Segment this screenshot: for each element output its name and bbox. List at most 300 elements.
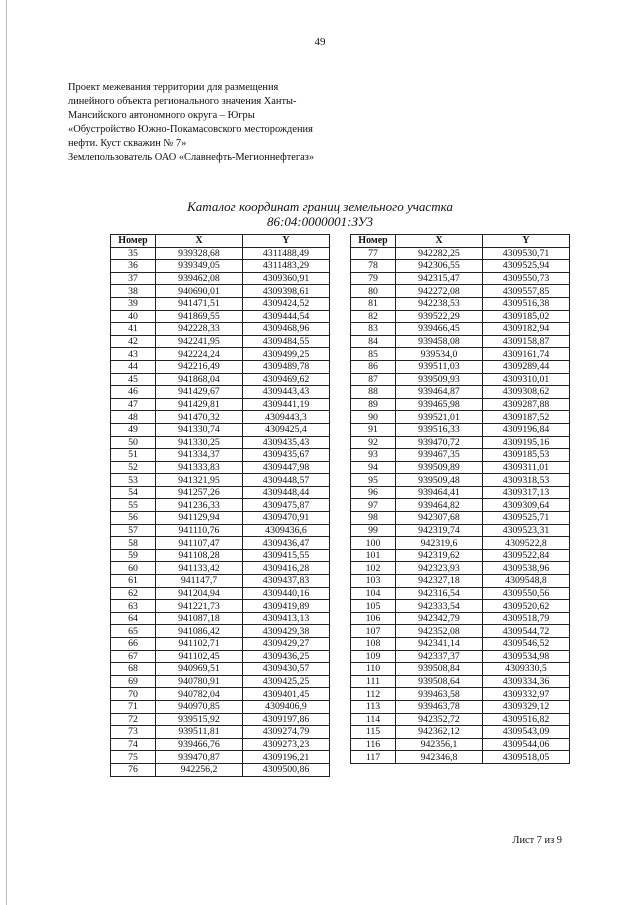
table-row (351, 663, 570, 676)
x-coordinate-cell: 941204,94 (156, 587, 243, 600)
table-row (111, 247, 330, 260)
point-number-cell: 105 (351, 600, 396, 613)
y-coordinate-cell: 4309329,12 (483, 700, 570, 713)
y-coordinate-cell: 4309429,38 (243, 625, 330, 638)
y-coordinate-cell: 4309525,94 (483, 260, 570, 273)
y-coordinate-cell: 4309436,6 (243, 524, 330, 537)
x-coordinate-cell: 941129,94 (156, 512, 243, 525)
point-number-cell: 48 (111, 411, 156, 424)
table-row (111, 348, 330, 361)
y-coordinate-cell: 4309436,25 (243, 650, 330, 663)
point-number-cell: 79 (351, 272, 396, 285)
y-coordinate-cell: 4309413,13 (243, 612, 330, 625)
point-number-cell: 65 (111, 625, 156, 638)
catalog-title-line: Каталог координат границ земельного участка (187, 199, 453, 214)
point-number-cell: 50 (111, 436, 156, 449)
point-number-cell: 102 (351, 562, 396, 575)
point-number-cell: 71 (111, 700, 156, 713)
table-row (111, 335, 330, 348)
x-coordinate-cell: 942341,14 (396, 638, 483, 651)
table-row (111, 600, 330, 613)
y-coordinate-cell: 4309195,16 (483, 436, 570, 449)
x-coordinate-cell: 939521,01 (396, 411, 483, 424)
x-coordinate-cell: 942241,95 (156, 335, 243, 348)
table-row (351, 461, 570, 474)
table-row (111, 323, 330, 336)
y-coordinate-cell: 4309550,56 (483, 587, 570, 600)
page-edge-line (6, 0, 7, 905)
x-coordinate-cell: 941333,83 (156, 461, 243, 474)
y-coordinate-cell: 4309500,86 (243, 763, 330, 776)
table-row (351, 247, 570, 260)
y-coordinate-cell: 4309318,53 (483, 474, 570, 487)
y-coordinate-cell: 4309398,61 (243, 285, 330, 298)
point-number-cell: 55 (111, 499, 156, 512)
table-row (351, 562, 570, 575)
point-number-cell: 37 (111, 272, 156, 285)
table-row (351, 537, 570, 550)
y-coordinate-cell: 4309550,73 (483, 272, 570, 285)
y-coordinate-cell: 4309334,36 (483, 675, 570, 688)
point-number-cell: 90 (351, 411, 396, 424)
table-row (111, 499, 330, 512)
table-row (111, 663, 330, 676)
table-row (111, 449, 330, 462)
x-coordinate-cell: 940970,85 (156, 700, 243, 713)
y-coordinate-cell: 4309518,05 (483, 751, 570, 764)
y-coordinate-cell: 4309522,8 (483, 537, 570, 550)
y-coordinate-cell: 4309470,91 (243, 512, 330, 525)
y-coordinate-cell: 4309196,21 (243, 751, 330, 764)
point-number-cell: 115 (351, 726, 396, 739)
y-coordinate-cell: 4309185,53 (483, 449, 570, 462)
y-coordinate-cell: 4309185,02 (483, 310, 570, 323)
x-coordinate-cell: 939464,87 (396, 386, 483, 399)
y-coordinate-cell: 4309161,74 (483, 348, 570, 361)
x-coordinate-cell: 941133,42 (156, 562, 243, 575)
x-coordinate-cell: 942327,18 (396, 575, 483, 588)
y-coordinate-cell: 4309489,78 (243, 360, 330, 373)
table-row (111, 751, 330, 764)
x-coordinate-cell: 942337,37 (396, 650, 483, 663)
x-coordinate-cell: 941470,32 (156, 411, 243, 424)
y-coordinate-cell: 4309447,98 (243, 461, 330, 474)
y-coordinate-cell: 4309469,62 (243, 373, 330, 386)
y-coordinate-cell: 4309520,62 (483, 600, 570, 613)
x-coordinate-cell: 940780,91 (156, 675, 243, 688)
table-row (111, 373, 330, 386)
point-number-cell: 46 (111, 386, 156, 399)
x-coordinate-cell: 940690,01 (156, 285, 243, 298)
x-coordinate-cell: 941110,76 (156, 524, 243, 537)
y-coordinate-cell: 4309544,72 (483, 625, 570, 638)
point-number-cell: 54 (111, 486, 156, 499)
table-row (351, 386, 570, 399)
sheet-counter: Лист 7 из 9 (512, 835, 562, 846)
x-coordinate-cell: 942256,2 (156, 763, 243, 776)
table-row (111, 486, 330, 499)
point-number-cell: 57 (111, 524, 156, 537)
point-number-cell: 67 (111, 650, 156, 663)
y-coordinate-cell: 4309415,55 (243, 549, 330, 562)
point-number-cell: 52 (111, 461, 156, 474)
point-number-cell: 92 (351, 436, 396, 449)
y-coordinate-cell: 4309516,82 (483, 713, 570, 726)
table-header-row (351, 235, 570, 248)
x-coordinate-cell: 939511,81 (156, 726, 243, 739)
point-number-cell: 68 (111, 663, 156, 676)
x-coordinate-cell: 941869,55 (156, 310, 243, 323)
x-coordinate-cell: 939470,87 (156, 751, 243, 764)
point-number-cell: 38 (111, 285, 156, 298)
x-coordinate-cell: 939522,29 (396, 310, 483, 323)
coordinates-table-left (110, 234, 330, 777)
point-number-cell: 88 (351, 386, 396, 399)
x-coordinate-cell: 941429,67 (156, 386, 243, 399)
x-coordinate-cell: 942319,6 (396, 537, 483, 550)
point-number-cell: 45 (111, 373, 156, 386)
y-coordinate-cell: 4309530,71 (483, 247, 570, 260)
table-row (111, 638, 330, 651)
x-coordinate-cell: 942356,1 (396, 738, 483, 751)
point-number-cell: 87 (351, 373, 396, 386)
x-coordinate-cell: 941087,18 (156, 612, 243, 625)
x-coordinate-cell: 941868,04 (156, 373, 243, 386)
x-coordinate-cell: 942306,55 (396, 260, 483, 273)
table-row (351, 575, 570, 588)
x-coordinate-cell: 942342,79 (396, 612, 483, 625)
x-coordinate-cell: 939508,84 (396, 663, 483, 676)
point-number-cell: 91 (351, 423, 396, 436)
x-coordinate-cell: 939509,89 (396, 461, 483, 474)
y-coordinate-cell: 4309544,06 (483, 738, 570, 751)
x-coordinate-cell: 939458,08 (396, 335, 483, 348)
y-coordinate-cell: 4309419,89 (243, 600, 330, 613)
column-header-x: X (396, 235, 483, 248)
table-row (111, 297, 330, 310)
point-number-cell: 100 (351, 537, 396, 550)
point-number-cell: 76 (111, 763, 156, 776)
table-row (351, 411, 570, 424)
x-coordinate-cell: 939509,48 (396, 474, 483, 487)
table-row (351, 449, 570, 462)
y-coordinate-cell: 4309311,01 (483, 461, 570, 474)
table-row (351, 612, 570, 625)
table-row (351, 524, 570, 537)
point-number-cell: 99 (351, 524, 396, 537)
table-row (111, 763, 330, 776)
point-number-cell: 74 (111, 738, 156, 751)
x-coordinate-cell: 942352,08 (396, 625, 483, 638)
header-line: линейного объекта регионального значения Ханты- (68, 96, 297, 107)
table-row (351, 335, 570, 348)
y-coordinate-cell: 4309441,19 (243, 398, 330, 411)
coordinates-table-right (350, 234, 570, 764)
table-row (111, 285, 330, 298)
point-number-cell: 39 (111, 297, 156, 310)
point-number-cell: 47 (111, 398, 156, 411)
header-line: нефти. Куст скважин № 7» (68, 138, 187, 149)
x-coordinate-cell: 941086,42 (156, 625, 243, 638)
point-number-cell: 83 (351, 323, 396, 336)
table-row (111, 537, 330, 550)
x-coordinate-cell: 939463,78 (396, 700, 483, 713)
table-row (351, 348, 570, 361)
x-coordinate-cell: 942333,54 (396, 600, 483, 613)
point-number-cell: 62 (111, 587, 156, 600)
point-number-cell: 112 (351, 688, 396, 701)
point-number-cell: 89 (351, 398, 396, 411)
point-number-cell: 64 (111, 612, 156, 625)
point-number-cell: 85 (351, 348, 396, 361)
table-row (351, 587, 570, 600)
x-coordinate-cell: 939464,41 (396, 486, 483, 499)
point-number-cell: 75 (111, 751, 156, 764)
point-number-cell: 116 (351, 738, 396, 751)
table-row (111, 310, 330, 323)
y-coordinate-cell: 4309468,96 (243, 323, 330, 336)
x-coordinate-cell: 939516,33 (396, 423, 483, 436)
y-coordinate-cell: 4309543,09 (483, 726, 570, 739)
y-coordinate-cell: 4309308,62 (483, 386, 570, 399)
table-row (111, 386, 330, 399)
x-coordinate-cell: 941221,73 (156, 600, 243, 613)
header-line: Проект межевания территории для размещения (68, 82, 279, 93)
table-row (111, 549, 330, 562)
y-coordinate-cell: 4309309,64 (483, 499, 570, 512)
y-coordinate-cell: 4309430,57 (243, 663, 330, 676)
point-number-cell: 103 (351, 575, 396, 588)
point-number-cell: 84 (351, 335, 396, 348)
x-coordinate-cell: 939464,82 (396, 499, 483, 512)
x-coordinate-cell: 942319,74 (396, 524, 483, 537)
x-coordinate-cell: 942362,12 (396, 726, 483, 739)
y-coordinate-cell: 4309557,85 (483, 285, 570, 298)
table-row (351, 310, 570, 323)
y-coordinate-cell: 4309196,84 (483, 423, 570, 436)
table-row (351, 285, 570, 298)
y-coordinate-cell: 4309499,25 (243, 348, 330, 361)
catalog-parcel-number: 86:04:0000001:ЗУ3 (267, 214, 373, 229)
y-coordinate-cell: 4309525,71 (483, 512, 570, 525)
point-number-cell: 98 (351, 512, 396, 525)
point-number-cell: 36 (111, 260, 156, 273)
table-row (111, 575, 330, 588)
x-coordinate-cell: 941107,47 (156, 537, 243, 550)
y-coordinate-cell: 4309330,5 (483, 663, 570, 676)
y-coordinate-cell: 4309197,86 (243, 713, 330, 726)
x-coordinate-cell: 939462,08 (156, 272, 243, 285)
table-row (351, 625, 570, 638)
page-number: 49 (314, 36, 326, 48)
header-line: «Обустройство Южно-Покамасовского месторождения (68, 124, 313, 135)
x-coordinate-cell: 941108,28 (156, 549, 243, 562)
x-coordinate-cell: 942319,62 (396, 549, 483, 562)
x-coordinate-cell: 939470,72 (396, 436, 483, 449)
table-row (351, 423, 570, 436)
table-row (111, 360, 330, 373)
x-coordinate-cell: 939463,58 (396, 688, 483, 701)
point-number-cell: 109 (351, 650, 396, 663)
table-row (351, 726, 570, 739)
table-row (351, 297, 570, 310)
point-number-cell: 107 (351, 625, 396, 638)
x-coordinate-cell: 941429,81 (156, 398, 243, 411)
x-coordinate-cell: 941102,71 (156, 638, 243, 651)
y-coordinate-cell: 4309424,52 (243, 297, 330, 310)
table-row (351, 499, 570, 512)
x-coordinate-cell: 941321,95 (156, 474, 243, 487)
point-number-cell: 80 (351, 285, 396, 298)
y-coordinate-cell: 4309448,57 (243, 474, 330, 487)
table-row (351, 700, 570, 713)
x-coordinate-cell: 941330,74 (156, 423, 243, 436)
table-row (351, 373, 570, 386)
point-number-cell: 101 (351, 549, 396, 562)
y-coordinate-cell: 4309443,43 (243, 386, 330, 399)
column-header-y: Y (483, 235, 570, 248)
y-coordinate-cell: 4309425,25 (243, 675, 330, 688)
y-coordinate-cell: 4309406,9 (243, 700, 330, 713)
point-number-cell: 66 (111, 638, 156, 651)
table-row (351, 675, 570, 688)
table-row (111, 675, 330, 688)
y-coordinate-cell: 4309317,13 (483, 486, 570, 499)
y-coordinate-cell: 4309437,83 (243, 575, 330, 588)
y-coordinate-cell: 4309425,4 (243, 423, 330, 436)
table-row (351, 398, 570, 411)
y-coordinate-cell: 4309273,23 (243, 738, 330, 751)
column-header-x: X (156, 235, 243, 248)
table-row (351, 600, 570, 613)
y-coordinate-cell: 4311488,49 (243, 247, 330, 260)
table-header-row (111, 235, 330, 248)
y-coordinate-cell: 4309443,3 (243, 411, 330, 424)
coordinates-table-body (351, 247, 570, 763)
x-coordinate-cell: 939534,0 (396, 348, 483, 361)
table-row (111, 700, 330, 713)
table-row (351, 360, 570, 373)
point-number-cell: 44 (111, 360, 156, 373)
y-coordinate-cell: 4309516,38 (483, 297, 570, 310)
table-row (351, 323, 570, 336)
column-header-number: Номер (351, 235, 396, 248)
header-line: Землепользователь ОАО «Славнефть-Мегионнефтегаз» (68, 152, 315, 163)
point-number-cell: 43 (111, 348, 156, 361)
point-number-cell: 96 (351, 486, 396, 499)
table-row (351, 713, 570, 726)
y-coordinate-cell: 4309546,52 (483, 638, 570, 651)
table-row (351, 650, 570, 663)
table-row (111, 650, 330, 663)
table-row (351, 474, 570, 487)
y-coordinate-cell: 4309538,96 (483, 562, 570, 575)
table-row (111, 398, 330, 411)
point-number-cell: 81 (351, 297, 396, 310)
point-number-cell: 53 (111, 474, 156, 487)
point-number-cell: 78 (351, 260, 396, 273)
y-coordinate-cell: 4309448,44 (243, 486, 330, 499)
x-coordinate-cell: 942352,72 (396, 713, 483, 726)
table-row (111, 512, 330, 525)
table-row (111, 587, 330, 600)
y-coordinate-cell: 4309416,28 (243, 562, 330, 575)
x-coordinate-cell: 941471,51 (156, 297, 243, 310)
point-number-cell: 93 (351, 449, 396, 462)
x-coordinate-cell: 939328,68 (156, 247, 243, 260)
table-row (351, 738, 570, 751)
table-row (351, 486, 570, 499)
point-number-cell: 70 (111, 688, 156, 701)
point-number-cell: 77 (351, 247, 396, 260)
y-coordinate-cell: 4309360,91 (243, 272, 330, 285)
point-number-cell: 86 (351, 360, 396, 373)
y-coordinate-cell: 4309518,79 (483, 612, 570, 625)
y-coordinate-cell: 4309187,52 (483, 411, 570, 424)
table-row (111, 260, 330, 273)
table-row (111, 562, 330, 575)
point-number-cell: 117 (351, 751, 396, 764)
point-number-cell: 108 (351, 638, 396, 651)
table-row (111, 738, 330, 751)
x-coordinate-cell: 939349,05 (156, 260, 243, 273)
x-coordinate-cell: 940782,04 (156, 688, 243, 701)
x-coordinate-cell: 942307,68 (396, 512, 483, 525)
y-coordinate-cell: 4309435,67 (243, 449, 330, 462)
x-coordinate-cell: 942315,47 (396, 272, 483, 285)
point-number-cell: 95 (351, 474, 396, 487)
table-row (351, 751, 570, 764)
y-coordinate-cell: 4309429,27 (243, 638, 330, 651)
point-number-cell: 51 (111, 449, 156, 462)
point-number-cell: 42 (111, 335, 156, 348)
x-coordinate-cell: 939515,92 (156, 713, 243, 726)
point-number-cell: 97 (351, 499, 396, 512)
y-coordinate-cell: 4309401,45 (243, 688, 330, 701)
y-coordinate-cell: 4309440,16 (243, 587, 330, 600)
x-coordinate-cell: 939508,64 (396, 675, 483, 688)
y-coordinate-cell: 4309444,54 (243, 310, 330, 323)
point-number-cell: 63 (111, 600, 156, 613)
x-coordinate-cell: 942216,49 (156, 360, 243, 373)
point-number-cell: 111 (351, 675, 396, 688)
y-coordinate-cell: 4309274,79 (243, 726, 330, 739)
y-coordinate-cell: 4309475,87 (243, 499, 330, 512)
table-row (111, 272, 330, 285)
x-coordinate-cell: 942238,53 (396, 297, 483, 310)
point-number-cell: 40 (111, 310, 156, 323)
y-coordinate-cell: 4309548,8 (483, 575, 570, 588)
point-number-cell: 60 (111, 562, 156, 575)
y-coordinate-cell: 4309289,44 (483, 360, 570, 373)
point-number-cell: 110 (351, 663, 396, 676)
y-coordinate-cell: 4309310,01 (483, 373, 570, 386)
catalog-title (140, 199, 500, 229)
point-number-cell: 113 (351, 700, 396, 713)
point-number-cell: 106 (351, 612, 396, 625)
table-row (111, 726, 330, 739)
y-coordinate-cell: 4309435,43 (243, 436, 330, 449)
point-number-cell: 41 (111, 323, 156, 336)
y-coordinate-cell: 4309523,31 (483, 524, 570, 537)
point-number-cell: 82 (351, 310, 396, 323)
point-number-cell: 58 (111, 537, 156, 550)
table-row (351, 549, 570, 562)
x-coordinate-cell: 939511,03 (396, 360, 483, 373)
x-coordinate-cell: 941102,45 (156, 650, 243, 663)
point-number-cell: 56 (111, 512, 156, 525)
y-coordinate-cell: 4309534,98 (483, 650, 570, 663)
